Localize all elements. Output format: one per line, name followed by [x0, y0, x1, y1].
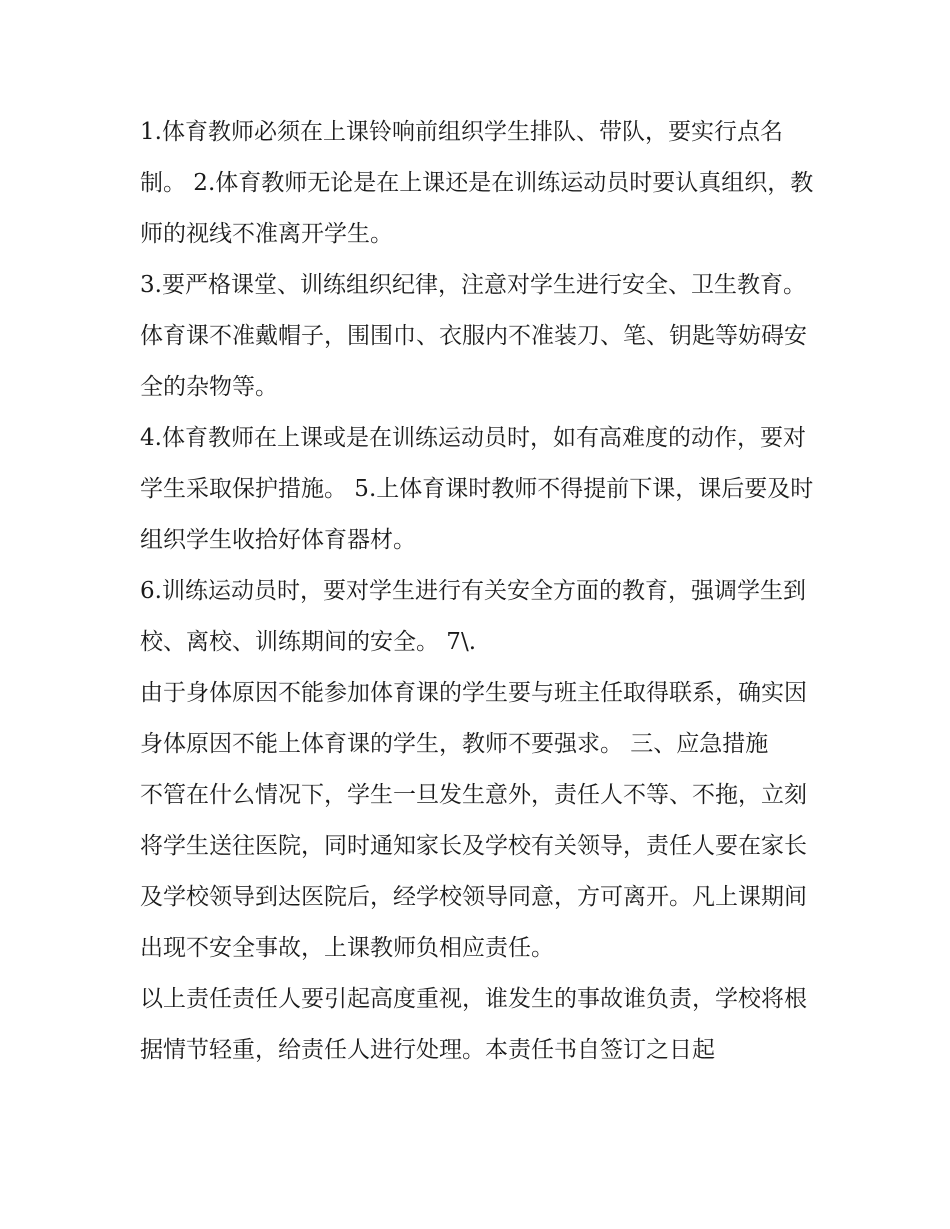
- paragraph-emergency: 不管在什么情况下，学生一旦发生意外，责任人不等、不拖，立刻将学生送往医院，同时通知家长及学校有关领导，责任人要在家长及学校领导到达医院后，经学校领导同意，方可离开。凡上课期间出现不安全事故，上课教师负相应责任。: [140, 782, 807, 961]
- paragraph-rules-4-5: 4.体育教师在上课或是在训练运动员时，如有高难度的动作，要对学生采取保护措施。 5.上体育课时教师不得提前下课，课后要及时组织学生收拾好体育器材。: [140, 425, 814, 553]
- paragraph-rule-7-cont: 由于身体原因不能参加体育课的学生要与班主任取得联系，确实因身体原因不能上体育课的学生，教师不要强求。 三、应急措施: [140, 680, 807, 757]
- document-page: [140, 107, 820, 1076]
- paragraph-closing: 以上责任责任人要引起高度重视，谁发生的事故谁负责，学校将根据情节轻重，给责任人进行处理。本责任书自签订之日起: [140, 986, 807, 1063]
- paragraph-rules-6-7: 6.训练运动员时，要对学生进行有关安全方面的教育，强调学生到校、离校、训练期间的安全。 7\.: [140, 578, 806, 655]
- paragraph-rules-1-2: 1.体育教师必须在上课铃响前组织学生排队、带队，要实行点名制。 2.体育教师无论是在上课还是在训练运动员时要认真组织，教师的视线不准离开学生。: [140, 119, 814, 247]
- paragraph-rule-3: 3.要严格课堂、训练组织纪律，注意对学生进行安全、卫生教育。体育课不准戴帽子，围围巾、衣服内不准装刀、笔、钥匙等妨碍安全的杂物等。: [140, 272, 807, 400]
